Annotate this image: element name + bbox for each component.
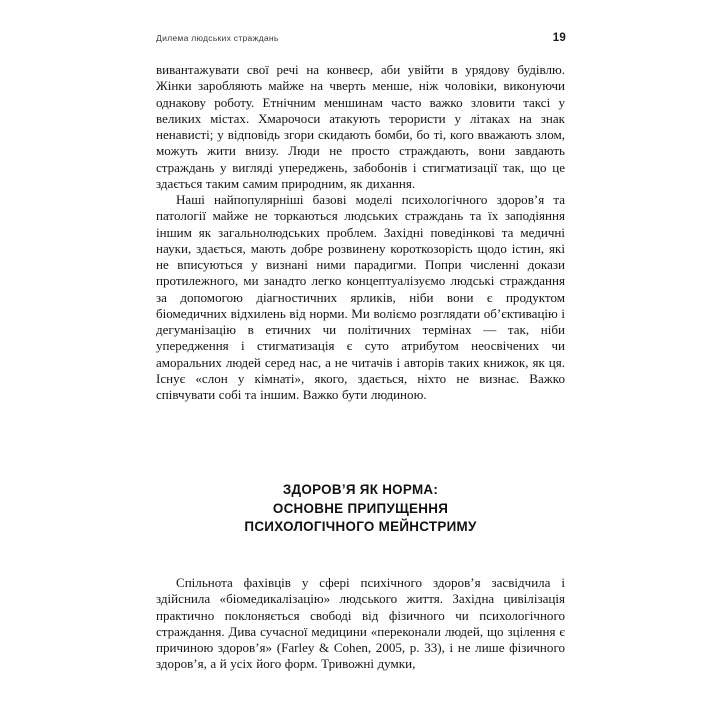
section-heading-line: ПСИХОЛОГІЧНОГО МЕЙНСТРИМУ <box>244 519 477 534</box>
page-number: 19 <box>552 32 566 44</box>
paragraph: вивантажувати свої речі на конвеєр, аби увійти в урядову будівлю. Жінки заробляють майже на чверть менше, ніж чоловіки, виконуючи однакову роботу. Етнічним меншинам часто важко зловити таксі у великих містах. Хмарочоси атакують терористи у літаках на знак ненависті; у відповідь згори скидають бомби, бо ті, кого вважають злом, можуть жити внизу. Люди не просто страждають, вони завдають страждань у вигляді упереджень, забобонів і стигматизації так, що це здається таким самим природним, як дихання. <box>156 62 565 191</box>
paragraph: Наші найпопулярніші базові моделі психологічного здоров’я та патології майже не торкаються людських страждань та їх заподіяння іншим як загальнолюдських проблем. Західні поведінкові та медичні науки, здається, мають добре розвинену короткозорість щодо істин, які не вписуються у визнані ними парадигми. Попри численні докази протилежного, ми занадто легко концептуалізуємо людські страждання за допомогою діагностичних ярликів, ніби вони є продуктом біомедичних відхилень від норми. Ми воліємо розглядати об’єктивацію і дегуманізацію в етичних чи політичних термінах — так, ніби упередження і стигматизація є суто атрибутом неосвічених чи аморальних людей серед нас, а не читачів і авторів таких книжок, як ця. Існує «слон у кімнаті», якого, здається, ніхто не визнає. Важко співчувати собі та іншим. Важко бути людиною. <box>156 192 565 402</box>
body-text-top <box>156 62 565 403</box>
section-heading-line: ОСНОВНЕ ПРИПУЩЕННЯ <box>272 500 449 516</box>
running-head-title: Дилема людських страждань <box>156 33 279 43</box>
running-head <box>156 32 566 48</box>
section-heading-line: ЗДОРОВ’Я ЯК НОРМА: <box>282 482 439 497</box>
paragraph: Спільнота фахівців у сфері психічного здоров’я засвідчила і здійснила «біомедикалізацію» людського життя. Західна цивілізація практично поклоняється свободі від фізичного чи психологічного страждання. Дива сучасної медицини «переконали людей, що зцілення є причиною здоров’я» (Farley & Cohen, 2005, p. 33), і не лише фізичного здоров’я, а й усіх його форм. Тривожні думки, <box>156 575 565 672</box>
body-text-bottom <box>156 575 565 673</box>
section-heading <box>156 481 565 537</box>
